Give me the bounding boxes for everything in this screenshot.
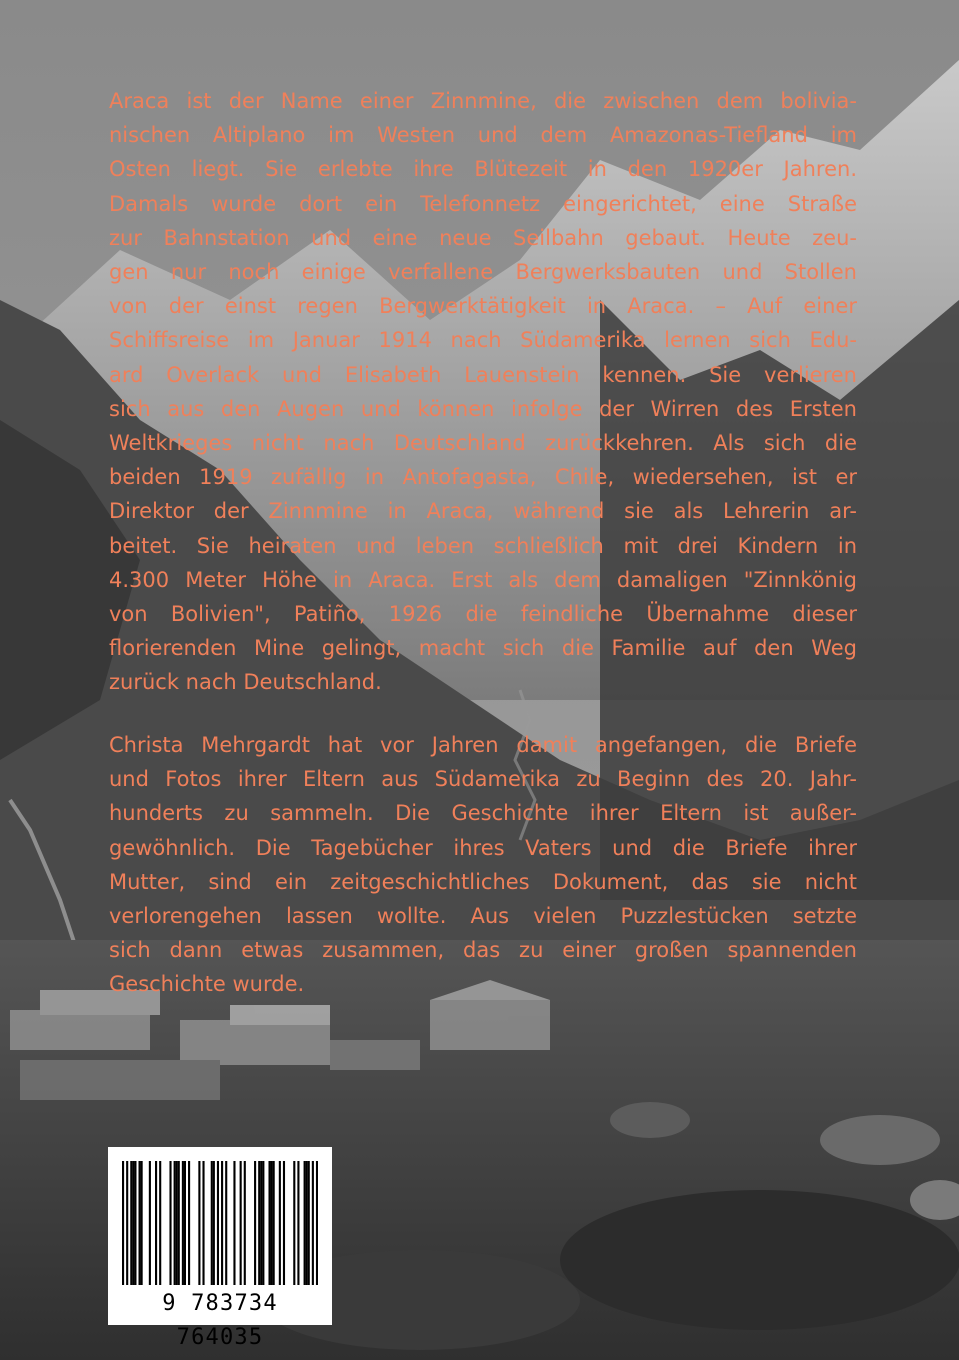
barcode-bar — [297, 1161, 299, 1285]
text-line: Damals wurde dort ein Telefonnetz eingerichtet, eine Straße — [109, 191, 857, 216]
barcode-bar — [126, 1161, 128, 1285]
text-line: zur Bahnstation und eine neue Seilbahn gebaut. Heute zeu- — [109, 225, 857, 250]
barcode-bar — [159, 1161, 161, 1285]
text-line: Osten liegt. Sie erlebte ihre Blütezeit in den 1920er Jahren. — [109, 157, 857, 182]
barcode-bar — [279, 1161, 281, 1285]
isbn-barcode — [108, 1147, 332, 1350]
text-line: Mutter, sind ein zeitgeschichtliches Dokument, das sie nicht — [109, 869, 857, 894]
text-line: und Fotos ihrer Eltern aus Südamerika zu Beginn des 20. Jahr- — [109, 767, 857, 792]
text-line: Weltkrieges nicht nach Deutschland zurückkehren. Als sich die — [109, 431, 857, 456]
barcode-bar — [184, 1161, 186, 1285]
barcode-bar — [233, 1161, 235, 1285]
barcode-bar — [188, 1161, 190, 1285]
text-line: Araca ist der Name einer Zinnmine, die zwischen dem bolivia- — [109, 89, 857, 113]
barcode-bar — [141, 1161, 143, 1285]
text-line: ard Overlack und Elisabeth Lauenstein kennen. Sie verlieren — [109, 362, 857, 387]
barcode-bar — [273, 1161, 275, 1285]
text-line: verlorengehen lassen wollte. Aus vielen Puzzlestücken setzte — [109, 904, 857, 929]
barcode-bar — [178, 1161, 180, 1285]
text-line: zurück nach Deutschland. — [109, 670, 382, 695]
text-line: Schiffsreise im Januar 1914 nach Südamerika lernen sich Edu- — [109, 328, 857, 353]
text-line: florierenden Mine gelingt, macht sich die Familie auf den Weg — [109, 636, 857, 661]
barcode-bar — [130, 1161, 132, 1285]
text-line: sich dann etwas zusammen, das zu einer großen spannenden — [109, 938, 857, 963]
barcode-bars — [122, 1161, 318, 1285]
description-paragraph-2 — [109, 728, 857, 1002]
barcode-bar — [258, 1161, 260, 1285]
barcode-bar — [211, 1161, 213, 1285]
text-line: Direktor der Zinnmine in Araca, während sie als Lehrerin ar- — [109, 499, 857, 524]
barcode-bar — [244, 1161, 246, 1285]
barcode-bar — [221, 1161, 223, 1285]
text-line: von der einst regen Bergwerktätigkeit in Araca. – Auf einer — [109, 294, 857, 319]
barcode-bar — [122, 1161, 124, 1285]
barcode-bar — [304, 1161, 306, 1285]
text-line: von Bolivien", Patiño, 1926 die feindliche Übernahme dieser — [109, 602, 857, 627]
barcode-bar — [134, 1161, 136, 1285]
barcode-bar — [149, 1161, 151, 1285]
barcode-bar — [283, 1161, 285, 1285]
text-line: gewöhnlich. Die Tagebücher ihres Vaters und die Briefe ihrer — [109, 835, 857, 860]
text-line: hunderts zu sammeln. Die Geschichte ihrer Eltern ist außer- — [109, 801, 857, 826]
barcode-bar — [271, 1161, 273, 1285]
barcode-bar — [198, 1161, 200, 1285]
text-line: nischen Altiplano im Westen und dem Amazonas-Tiefland im — [109, 123, 857, 148]
barcode-bar — [213, 1161, 215, 1285]
barcode-bar — [254, 1161, 256, 1285]
barcode-bar — [139, 1161, 141, 1285]
text-line: beiden 1919 zufällig in Antofagasta, Chile, wiedersehen, ist er — [109, 465, 857, 490]
text-line: Geschichte wurde. — [109, 972, 305, 997]
barcode-bar — [174, 1161, 176, 1285]
barcode-digits: 9 783734 764035 — [162, 1291, 278, 1350]
barcode-bar — [262, 1161, 264, 1285]
text-line: beitet. Sie heiraten und leben schließlich mit drei Kindern in — [109, 533, 857, 558]
barcode-bar — [225, 1161, 227, 1285]
barcode-bar — [308, 1161, 310, 1285]
text-line: Christa Mehrgardt hat vor Jahren damit angefangen, die Briefe — [109, 733, 857, 757]
barcode-bar — [176, 1161, 178, 1285]
text-line: gen nur noch einige verfallene Bergwerksbauten und Stollen — [109, 260, 857, 285]
barcode-bar — [132, 1161, 134, 1285]
barcode-bar — [217, 1161, 219, 1285]
text-line: 4.300 Meter Höhe in Araca. Erst als dem damaligen "Zinnkönig — [109, 567, 857, 592]
barcode-bar — [268, 1161, 270, 1285]
text-line: sich aus den Augen und können infolge der Wirren des Ersten — [109, 396, 857, 421]
barcode-bar — [260, 1161, 262, 1285]
barcode-bar — [155, 1161, 157, 1285]
barcode-bar — [169, 1161, 171, 1285]
barcode-bar — [293, 1161, 295, 1285]
barcode-bar — [316, 1161, 318, 1285]
barcode-bar — [312, 1161, 314, 1285]
barcode-bar — [306, 1161, 308, 1285]
barcode-bar — [182, 1161, 184, 1285]
barcode-bar — [240, 1161, 242, 1285]
barcode-bar — [202, 1161, 204, 1285]
description-paragraph-1 — [109, 84, 857, 700]
